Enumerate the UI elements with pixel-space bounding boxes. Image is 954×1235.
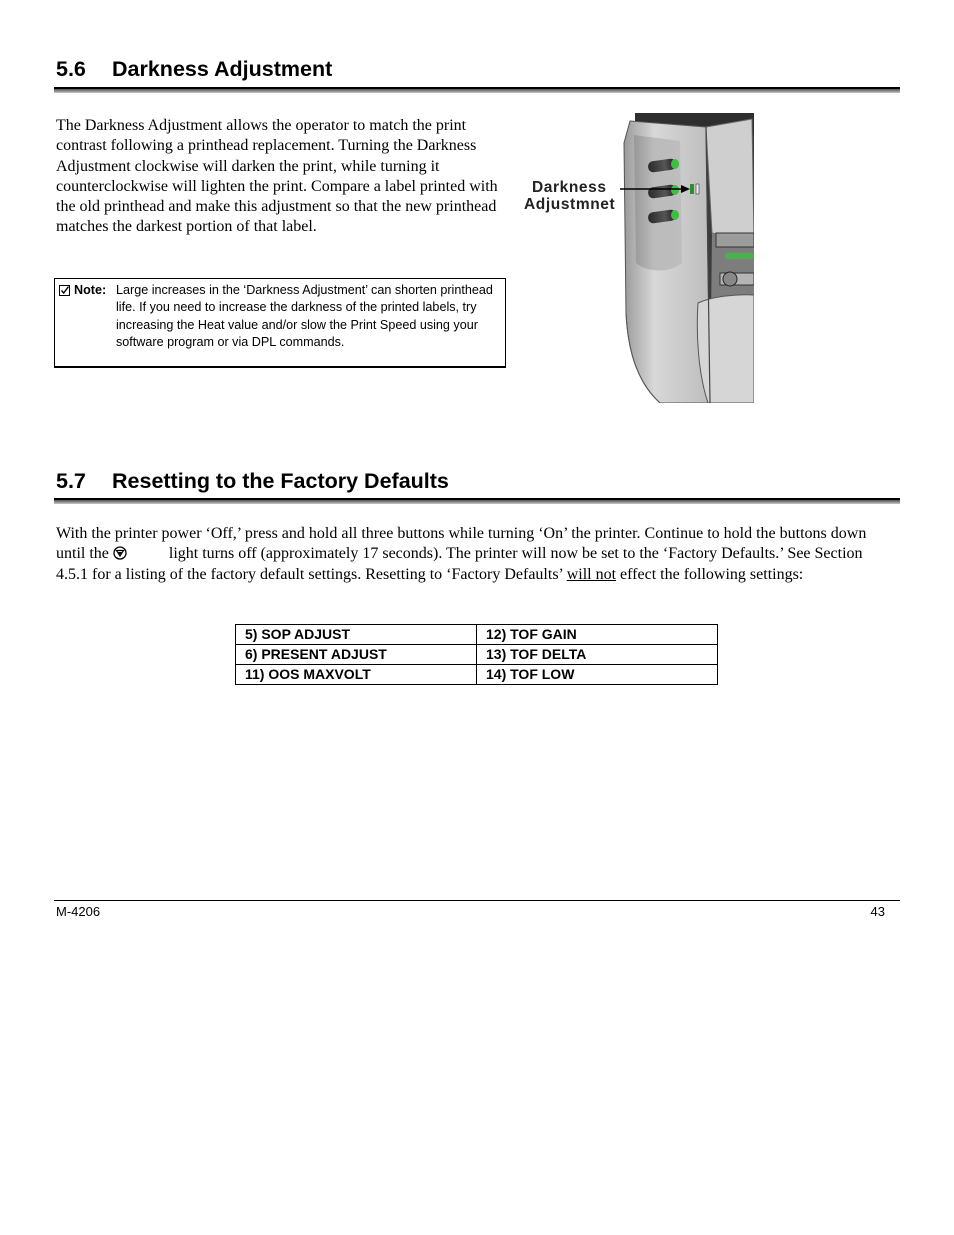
- table-cell: 6) PRESENT ADJUST: [236, 645, 477, 665]
- section-5-7-heading: [56, 469, 449, 494]
- factory-defaults-paragraph: [56, 524, 896, 585]
- table-cell: 12) TOF GAIN: [477, 625, 718, 645]
- table-cell: 5) SOP ADJUST: [236, 625, 477, 645]
- note-label: [59, 282, 106, 299]
- printer-darkness-adjustment-figure: [520, 113, 754, 403]
- footer-page-number: 43: [870, 904, 885, 919]
- printer-illustration: [520, 113, 754, 403]
- feed-button-icon: [113, 546, 127, 560]
- note-text: Large increases in the ‘Darkness Adjustment’ can shorten printhead life. If you need to increase the darkness of the printed labels, try increasing the Heat value and/or slow the Print Speed using your software program or via DPL commands.: [116, 283, 493, 349]
- table-row: [236, 625, 718, 645]
- table-cell: 13) TOF DELTA: [477, 645, 718, 665]
- heading-rule: [54, 87, 900, 93]
- section-number: 5.6: [56, 57, 86, 81]
- note-box: [54, 278, 506, 368]
- will-not-emphasis: will not: [566, 565, 617, 583]
- section-title: Resetting to the Factory Defaults: [112, 469, 449, 493]
- footer-doc-id: M-4206: [56, 904, 101, 919]
- checkbox-icon: [59, 285, 70, 296]
- section-title: Darkness Adjustment: [112, 57, 333, 81]
- paragraph-part-2: light turns off (approximately 17 seconds). The printer will now be set to the ‘Factory Defaults.’ See Section 4.5.1 for a listing of the factory default settings. Resetting to ‘Factory Defaults’: [56, 545, 863, 583]
- section-number: 5.7: [56, 469, 86, 493]
- callout-line-1: Darkness: [532, 179, 607, 196]
- note-label-text: Note:: [74, 283, 107, 297]
- darkness-adjustment-paragraph: The Darkness Adjustment allows the operator to match the print contrast following a printhead replacement. Turning the Darkness Adjustment clockwise will darken the print, while turning it counterclockwise will lighten the print. Compare a label printed with the old printhead and make this adjustment so that the new printhead matches the darkest portion of that label.: [56, 117, 498, 236]
- paragraph-part-3: effect the following settings:: [620, 565, 804, 583]
- section-5-6-heading: [56, 57, 332, 82]
- unaffected-settings-table: [235, 624, 718, 685]
- table-row: [236, 645, 718, 665]
- callout-line-2: Adjustmnet: [524, 196, 616, 213]
- footer-rule: [54, 900, 900, 901]
- table-row: [236, 665, 718, 685]
- paragraph-part-1: With the printer power ‘Off,’ press and hold all three buttons while turning ‘On’ the printer. Continue to hold the buttons down until the: [56, 525, 867, 563]
- heading-rule: [54, 498, 900, 504]
- table-cell: 11) OOS MAXVOLT: [236, 665, 477, 685]
- figure-callout-label: [524, 179, 616, 213]
- table-cell: 14) TOF LOW: [477, 665, 718, 685]
